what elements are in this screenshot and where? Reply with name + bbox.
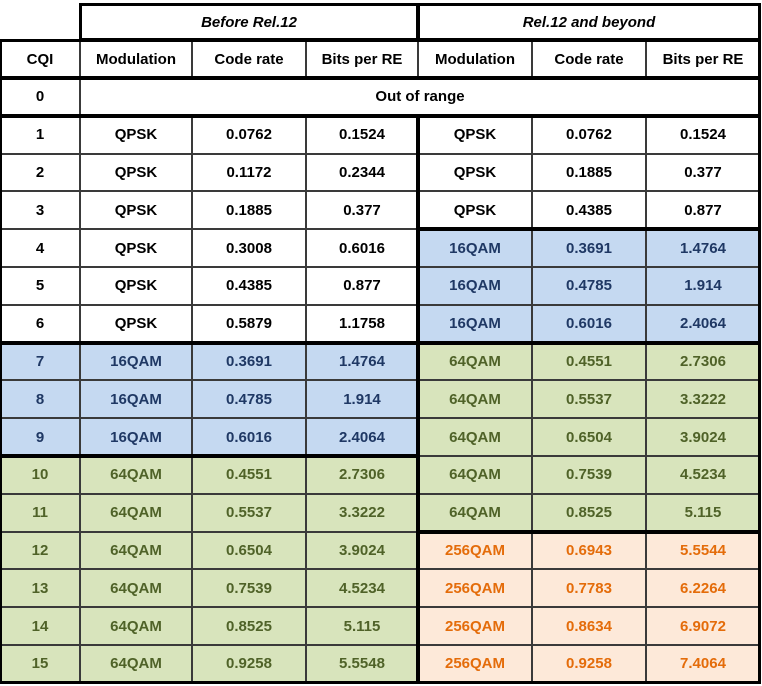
after-modulation-cell: 256QAM bbox=[418, 569, 532, 607]
after-modulation-cell: 256QAM bbox=[418, 645, 532, 683]
after-modulation-cell: QPSK bbox=[418, 116, 532, 154]
before-code-rate-cell: 0.9258 bbox=[192, 645, 306, 683]
cqi-cell: 15 bbox=[0, 645, 80, 683]
after-code-rate-cell: 0.7783 bbox=[532, 569, 646, 607]
after-code-rate-cell: 0.5537 bbox=[532, 380, 646, 418]
before-bits-per-re-cell: 0.877 bbox=[306, 267, 418, 305]
cqi-cell: 14 bbox=[0, 607, 80, 645]
after-code-rate-cell: 0.7539 bbox=[532, 456, 646, 494]
after-modulation-cell: 64QAM bbox=[418, 343, 532, 381]
cqi-cell: 13 bbox=[0, 569, 80, 607]
after-bits-per-re-cell: 6.9072 bbox=[646, 607, 760, 645]
before-code-rate-cell: 0.3008 bbox=[192, 229, 306, 267]
before-code-rate-cell: 0.6016 bbox=[192, 418, 306, 456]
before-bits-per-re-cell: 1.1758 bbox=[306, 305, 418, 343]
after-modulation-cell: 64QAM bbox=[418, 380, 532, 418]
cqi-cell: 4 bbox=[0, 229, 80, 267]
after-bits-per-re-cell: 2.7306 bbox=[646, 343, 760, 381]
before-bits-per-re-cell: 5.115 bbox=[306, 607, 418, 645]
before-modulation-cell: 64QAM bbox=[80, 532, 192, 570]
after-bits-per-re-cell: 4.5234 bbox=[646, 456, 760, 494]
before-code-rate-cell: 0.1885 bbox=[192, 191, 306, 229]
before-code-rate-cell: 0.3691 bbox=[192, 343, 306, 381]
header-code-rate-after: Code rate bbox=[532, 40, 646, 78]
cqi-cell: 8 bbox=[0, 380, 80, 418]
header-cqi: CQI bbox=[0, 40, 80, 78]
cqi-cell: 11 bbox=[0, 494, 80, 532]
before-code-rate-cell: 0.6504 bbox=[192, 532, 306, 570]
header-code-rate-before: Code rate bbox=[192, 40, 306, 78]
before-bits-per-re-cell: 1.914 bbox=[306, 380, 418, 418]
before-modulation-cell: 16QAM bbox=[80, 380, 192, 418]
before-code-rate-cell: 0.0762 bbox=[192, 116, 306, 154]
after-code-rate-cell: 0.4551 bbox=[532, 343, 646, 381]
after-bits-per-re-cell: 2.4064 bbox=[646, 305, 760, 343]
after-modulation-cell: QPSK bbox=[418, 191, 532, 229]
cqi-cell: 2 bbox=[0, 154, 80, 192]
cqi-cell: 9 bbox=[0, 418, 80, 456]
after-bits-per-re-cell: 1.4764 bbox=[646, 229, 760, 267]
after-modulation-cell: QPSK bbox=[418, 154, 532, 192]
after-bits-per-re-cell: 0.377 bbox=[646, 154, 760, 192]
before-modulation-cell: QPSK bbox=[80, 229, 192, 267]
before-modulation-cell: 64QAM bbox=[80, 494, 192, 532]
after-modulation-cell: 256QAM bbox=[418, 607, 532, 645]
out-of-range-cell: Out of range bbox=[80, 78, 760, 116]
after-code-rate-cell: 0.3691 bbox=[532, 229, 646, 267]
after-code-rate-cell: 0.0762 bbox=[532, 116, 646, 154]
before-code-rate-cell: 0.5879 bbox=[192, 305, 306, 343]
before-modulation-cell: QPSK bbox=[80, 305, 192, 343]
before-bits-per-re-cell: 2.7306 bbox=[306, 456, 418, 494]
before-bits-per-re-cell: 3.9024 bbox=[306, 532, 418, 570]
before-code-rate-cell: 0.8525 bbox=[192, 607, 306, 645]
cqi-cell: 6 bbox=[0, 305, 80, 343]
after-code-rate-cell: 0.6943 bbox=[532, 532, 646, 570]
before-code-rate-cell: 0.1172 bbox=[192, 154, 306, 192]
cqi-cell: 0 bbox=[0, 78, 80, 116]
before-modulation-cell: 16QAM bbox=[80, 418, 192, 456]
after-bits-per-re-cell: 3.9024 bbox=[646, 418, 760, 456]
after-bits-per-re-cell: 7.4064 bbox=[646, 645, 760, 683]
after-code-rate-cell: 0.8525 bbox=[532, 494, 646, 532]
after-code-rate-cell: 0.1885 bbox=[532, 154, 646, 192]
before-code-rate-cell: 0.4785 bbox=[192, 380, 306, 418]
cqi-cell: 3 bbox=[0, 191, 80, 229]
after-bits-per-re-cell: 0.1524 bbox=[646, 116, 760, 154]
before-bits-per-re-cell: 5.5548 bbox=[306, 645, 418, 683]
before-modulation-cell: 64QAM bbox=[80, 645, 192, 683]
before-code-rate-cell: 0.4385 bbox=[192, 267, 306, 305]
cqi-cell: 10 bbox=[0, 456, 80, 494]
after-code-rate-cell: 0.4785 bbox=[532, 267, 646, 305]
after-code-rate-cell: 0.4385 bbox=[532, 191, 646, 229]
before-bits-per-re-cell: 0.1524 bbox=[306, 116, 418, 154]
after-bits-per-re-cell: 0.877 bbox=[646, 191, 760, 229]
before-bits-per-re-cell: 3.3222 bbox=[306, 494, 418, 532]
before-bits-per-re-cell: 0.6016 bbox=[306, 229, 418, 267]
after-bits-per-re-cell: 5.5544 bbox=[646, 532, 760, 570]
before-code-rate-cell: 0.7539 bbox=[192, 569, 306, 607]
after-bits-per-re-cell: 1.914 bbox=[646, 267, 760, 305]
after-modulation-cell: 64QAM bbox=[418, 456, 532, 494]
header-modulation-after: Modulation bbox=[418, 40, 532, 78]
before-modulation-cell: QPSK bbox=[80, 116, 192, 154]
before-modulation-cell: 16QAM bbox=[80, 343, 192, 381]
header-bits-per-re-before: Bits per RE bbox=[306, 40, 418, 78]
after-modulation-cell: 256QAM bbox=[418, 532, 532, 570]
after-modulation-cell: 16QAM bbox=[418, 305, 532, 343]
before-modulation-cell: QPSK bbox=[80, 154, 192, 192]
header-modulation-before: Modulation bbox=[80, 40, 192, 78]
after-modulation-cell: 16QAM bbox=[418, 267, 532, 305]
before-modulation-cell: 64QAM bbox=[80, 569, 192, 607]
before-modulation-cell: QPSK bbox=[80, 267, 192, 305]
after-bits-per-re-cell: 3.3222 bbox=[646, 380, 760, 418]
cqi-cell: 1 bbox=[0, 116, 80, 154]
before-bits-per-re-cell: 4.5234 bbox=[306, 569, 418, 607]
header-group-after: Rel.12 and beyond bbox=[418, 4, 760, 40]
after-modulation-cell: 64QAM bbox=[418, 418, 532, 456]
before-code-rate-cell: 0.4551 bbox=[192, 456, 306, 494]
cqi-cell: 7 bbox=[0, 343, 80, 381]
after-bits-per-re-cell: 6.2264 bbox=[646, 569, 760, 607]
before-bits-per-re-cell: 0.377 bbox=[306, 191, 418, 229]
before-bits-per-re-cell: 2.4064 bbox=[306, 418, 418, 456]
before-bits-per-re-cell: 0.2344 bbox=[306, 154, 418, 192]
after-code-rate-cell: 0.6504 bbox=[532, 418, 646, 456]
header-group-before: Before Rel.12 bbox=[80, 4, 418, 40]
before-modulation-cell: 64QAM bbox=[80, 456, 192, 494]
after-code-rate-cell: 0.9258 bbox=[532, 645, 646, 683]
after-bits-per-re-cell: 5.115 bbox=[646, 494, 760, 532]
after-code-rate-cell: 0.6016 bbox=[532, 305, 646, 343]
before-code-rate-cell: 0.5537 bbox=[192, 494, 306, 532]
before-bits-per-re-cell: 1.4764 bbox=[306, 343, 418, 381]
header-bits-per-re-after: Bits per RE bbox=[646, 40, 760, 78]
before-modulation-cell: QPSK bbox=[80, 191, 192, 229]
after-code-rate-cell: 0.8634 bbox=[532, 607, 646, 645]
after-modulation-cell: 16QAM bbox=[418, 229, 532, 267]
before-modulation-cell: 64QAM bbox=[80, 607, 192, 645]
after-modulation-cell: 64QAM bbox=[418, 494, 532, 532]
cqi-cell: 5 bbox=[0, 267, 80, 305]
cqi-cell: 12 bbox=[0, 532, 80, 570]
